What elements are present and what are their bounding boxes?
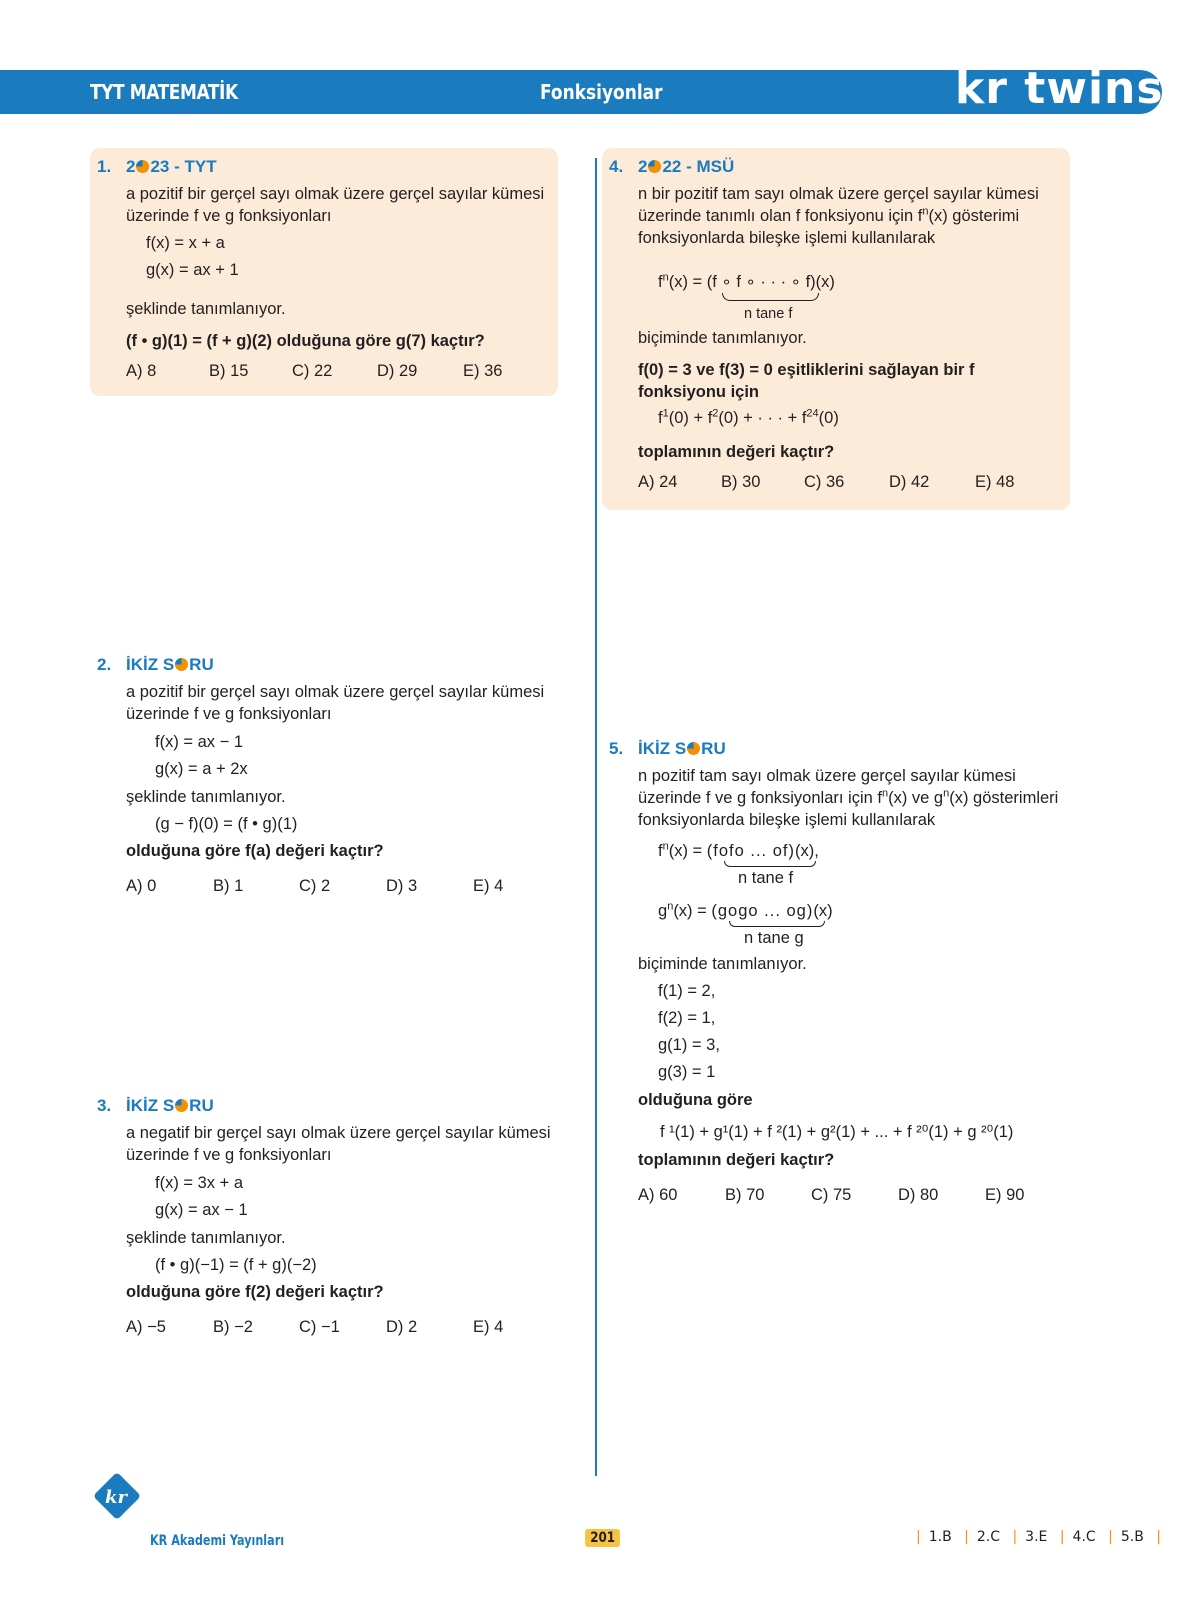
equation: g(x) = a + 2x	[155, 760, 248, 778]
brace-label: n tane g	[744, 929, 804, 947]
option-e[interactable]: E) 36	[463, 362, 503, 380]
question-text: şeklinde tanımlanıyor.	[126, 300, 286, 318]
question-prompt: toplamının değeri kaçtır?	[638, 443, 835, 461]
option-a[interactable]: A) 8	[126, 362, 157, 380]
page-number: 201	[585, 1529, 620, 1547]
publisher-name: KR Akademi Yayınları	[150, 1533, 285, 1549]
definition-equation: $f^n(x) = (f$ ∘ f ∘ · · · ∘ f)(x)	[658, 271, 835, 291]
question-text: şeklinde tanımlanıyor.	[126, 1229, 286, 1247]
given-value: g(1) = 3,	[658, 1036, 720, 1054]
equation: (g − f)(0) = (f • g)(1)	[155, 815, 298, 833]
question-prompt: toplamının değeri kaçtır?	[638, 1151, 835, 1169]
option-d[interactable]: D) 2	[386, 1318, 418, 1336]
option-a[interactable]: A) −5	[126, 1318, 166, 1336]
question-source-tag: 2 23 - TYT	[126, 157, 217, 176]
option-c[interactable]: C) 75	[811, 1186, 852, 1204]
question-prompt: olduğuna göre f(a) değeri kaçtır?	[126, 842, 384, 860]
given-value: f(2) = 1,	[658, 1009, 716, 1027]
option-d[interactable]: D) 3	[386, 877, 418, 895]
question-text: üzerinde tanımlı olan f fonksiyonu için $f^n(x)$ gösterimi	[638, 205, 1020, 225]
header-subject: TYT MATEMATİK	[90, 80, 238, 104]
equation: f(x) = 3x + a	[155, 1174, 244, 1192]
option-c[interactable]: C) 2	[299, 877, 331, 895]
question-text: fonksiyonlarda bileşke işlemi kullanılarak	[638, 811, 936, 829]
option-d[interactable]: D) 29	[377, 362, 418, 380]
question-text: biçiminde tanımlanıyor.	[638, 329, 807, 347]
question-text: a pozitif bir gerçel sayı olmak üzere gerçel sayılar kümesi	[126, 185, 545, 203]
equation: f(x) = x + a	[146, 234, 225, 252]
logo-text: kr	[105, 1487, 127, 1508]
question-text: a negatif bir gerçel sayı olmak üzere gerçel sayılar kümesi	[126, 1124, 551, 1142]
equation: g(x) = ax − 1	[155, 1201, 248, 1219]
brace-label: n tane f	[744, 306, 793, 322]
question-number: 2.	[97, 655, 112, 674]
question-number: 1.	[97, 157, 112, 176]
g-composition: (gogo ... og)	[711, 902, 814, 920]
option-c[interactable]: C) 22	[292, 362, 333, 380]
equation: g(x) = ax + 1	[146, 261, 239, 279]
question-text: üzerinde f ve g fonksiyonları	[126, 705, 332, 723]
question-text: üzerinde f ve g fonksiyonları	[126, 1146, 332, 1164]
question-number: 3.	[97, 1096, 112, 1115]
equation: f(x) = ax − 1	[155, 733, 244, 751]
clock-digit-icon	[136, 160, 149, 173]
option-d[interactable]: D) 80	[898, 1186, 939, 1204]
sum-expression: $f^1(0) + f^2(0)$ + · · · + $f^{24}(0)$	[658, 407, 839, 427]
f-composition: (fofo ... of)	[706, 842, 795, 860]
question-source-tag: İKİZ S RU	[126, 1096, 214, 1115]
question-text: n bir pozitif tam sayı olmak üzere gerçel sayılar kümesi	[638, 185, 1039, 203]
option-c[interactable]: C) −1	[299, 1318, 340, 1336]
question-number: 4.	[609, 157, 624, 176]
answer-key-item: 1.B	[928, 1529, 952, 1545]
option-b[interactable]: B) 30	[721, 473, 761, 491]
clock-digit-icon	[648, 160, 661, 173]
f-definition: $f^n(x)$ = (fofo ... of)(x),	[658, 840, 819, 860]
question-prompt: (f • g)(1) = (f + g)(2) olduğuna göre g(7) kaçtır?	[126, 332, 485, 350]
question-text: üzerinde f ve g fonksiyonları	[126, 207, 332, 225]
option-a[interactable]: A) 60	[638, 1186, 678, 1204]
option-d[interactable]: D) 42	[889, 473, 930, 491]
publisher-logo	[92, 1475, 138, 1521]
answer-key-item: 5.B	[1120, 1529, 1144, 1545]
clock-digit-icon	[687, 742, 700, 755]
option-e[interactable]: E) 90	[985, 1186, 1025, 1204]
brace-label: n tane f	[738, 869, 794, 887]
question-text: fonksiyonlarda bileşke işlemi kullanılarak	[638, 229, 936, 247]
option-b[interactable]: B) −2	[213, 1318, 253, 1336]
option-e[interactable]: E) 48	[975, 473, 1015, 491]
question-text: n pozitif tam sayı olmak üzere gerçel sayılar kümesi	[638, 767, 1016, 785]
question-number: 5.	[609, 739, 624, 758]
underbrace	[722, 293, 819, 301]
option-c[interactable]: C) 36	[804, 473, 845, 491]
answer-key: | 1.B | 2.C | 3.E | 4.C | 5.B |	[916, 1529, 1161, 1545]
question-prompt: olduğuna göre f(2) değeri kaçtır?	[126, 1283, 384, 1301]
answer-key-item: 4.C	[1072, 1529, 1096, 1545]
given-value: g(3) = 1	[658, 1063, 716, 1081]
option-a[interactable]: A) 24	[638, 473, 678, 491]
option-b[interactable]: B) 15	[209, 362, 249, 380]
question-text: biçiminde tanımlanıyor.	[638, 955, 807, 973]
option-b[interactable]: B) 1	[213, 877, 244, 895]
clock-digit-icon	[175, 658, 188, 671]
option-b[interactable]: B) 70	[725, 1186, 765, 1204]
column-divider	[595, 158, 597, 1476]
question-text: üzerinde f ve g fonksiyonları için $f^n(x)$ ve $g^n(x)$ gösterimleri	[638, 787, 1059, 807]
clock-digit-icon	[175, 1099, 188, 1112]
condition: olduğuna göre	[638, 1091, 753, 1109]
answer-key-item: 2.C	[976, 1529, 1000, 1545]
condition: f(0) = 3 ve f(3) = 0 eşitliklerini sağlayan bir f	[638, 361, 975, 379]
sum-expression: f ¹(1) + g¹(1) + f ²(1) + g²(1) + ... + f ²⁰(1) + g ²⁰(1)	[660, 1123, 1014, 1141]
option-e[interactable]: E) 4	[473, 1318, 504, 1336]
given-value: f(1) = 2,	[658, 982, 716, 1000]
brand-logo: kr twins	[955, 63, 1164, 114]
option-a[interactable]: A) 0	[126, 877, 157, 895]
answer-key-item: 3.E	[1025, 1529, 1048, 1545]
question-source-tag: 2 22 - MSÜ	[638, 157, 735, 176]
option-e[interactable]: E) 4	[473, 877, 504, 895]
question-source-tag: İKİZ S RU	[638, 739, 726, 758]
question-text: şeklinde tanımlanıyor.	[126, 788, 286, 806]
g-definition: $g^n(x)$ = (gogo ... og)(x)	[658, 900, 833, 920]
question-source-tag: İKİZ S RU	[126, 655, 214, 674]
header-topic: Fonksiyonlar	[540, 80, 663, 104]
question-text: a pozitif bir gerçel sayı olmak üzere gerçel sayılar kümesi	[126, 683, 545, 701]
condition: fonksiyonu için	[638, 383, 760, 401]
equation: (f • g)(−1) = (f + g)(−2)	[155, 1256, 317, 1274]
composition: (f ∘ f ∘ · · · ∘ f)	[706, 273, 816, 291]
